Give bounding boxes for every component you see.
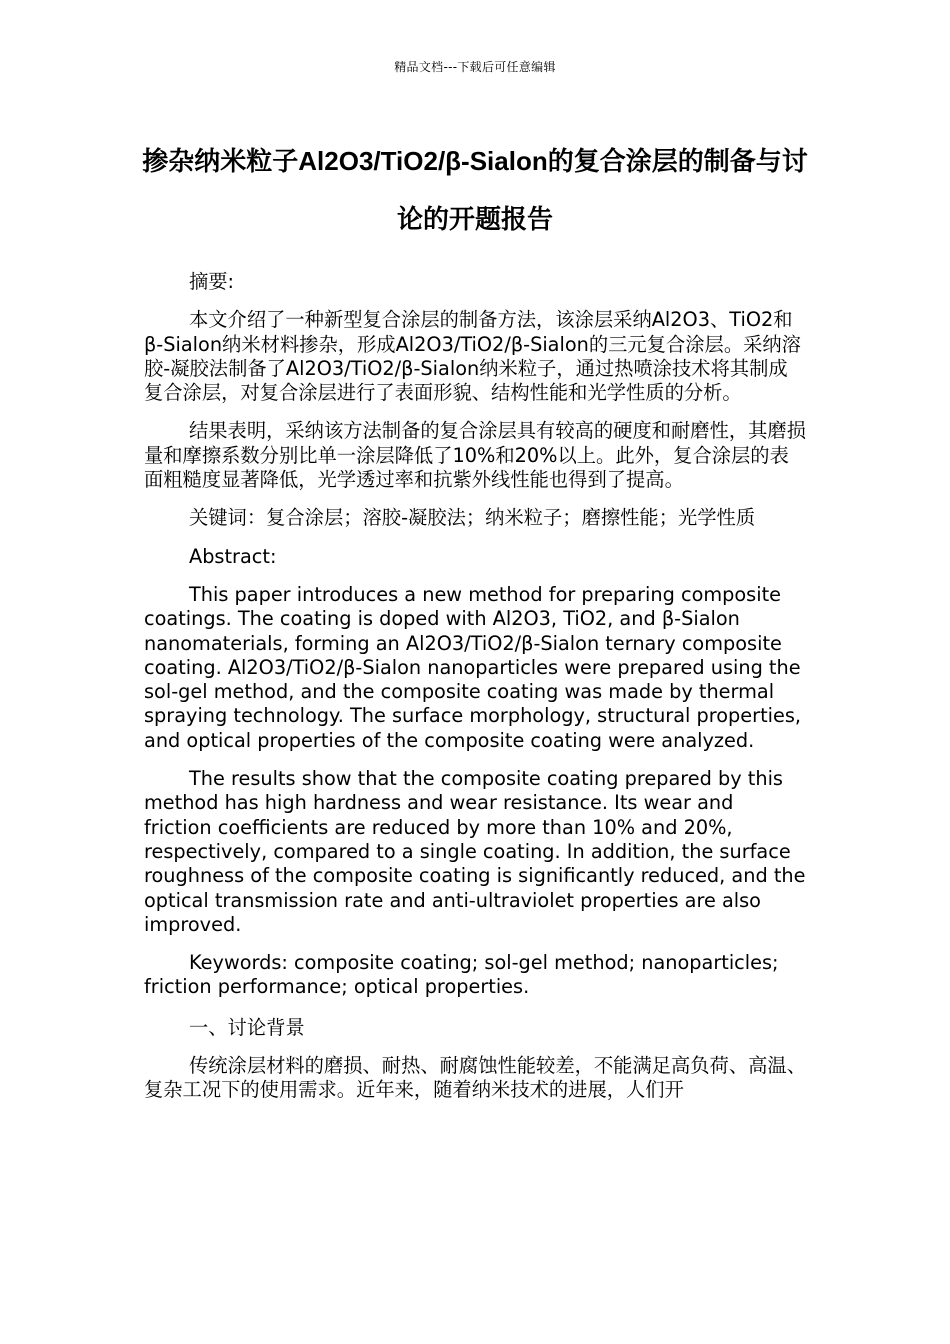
keywords-en: Keywords: composite coating; sol-gel method; nanoparticles; friction performance; optical properties. [144, 951, 779, 999]
document-title: 掺杂纳米粒子Al2O3/TiO2/β-Sialon的复合涂层的制备与讨论的开题报告 [142, 146, 808, 234]
header-note: 精品文档---下载后可任意编辑 [394, 60, 556, 74]
section-heading-background: 一、讨论背景 [189, 1015, 305, 1039]
abstract-zh-paragraph-2: 结果表明，采纳该方法制备的复合涂层具有较高的硬度和耐磨性，其磨损量和摩擦系数分别比单一涂层降低了10%和20%以上。此外，复合涂层的表面粗糙度显著降低，光学透过率和抗紫外线性能也得到了提高。 [144, 419, 806, 492]
abstract-label-en: Abstract: [189, 544, 277, 568]
document-body [144, 270, 806, 1116]
section-background-paragraph: 传统涂层材料的磨损、耐热、耐腐蚀性能较差，不能满足高负荷、高温、复杂工况下的使用需求。近年来，随着纳米技术的进展，人们开 [144, 1053, 806, 1102]
abstract-en-paragraph-1: This paper introduces a new method for preparing composite coatings. The coating is doped with Al2O3, TiO2, and β-Sialon nanomaterials, forming an Al2O3/TiO2/β-Sialon ternary composite coating. Al2O3/TiO2/β-Sialon nanoparticles were prepared using the sol-gel method, and the composite coating was made by thermal spraying technology. The surface morphology, structural properties, and optical properties of the composite coating were analyzed. [144, 582, 802, 752]
abstract-zh-paragraph-1: 本文介绍了一种新型复合涂层的制备方法，该涂层采纳Al2O3、TiO2和β-Sialon纳米材料掺杂，形成Al2O3/TiO2/β-Sialon的三元复合涂层。采纳溶胶-凝胶法制备了Al2O3/TiO2/β-Sialon纳米粒子，通过热喷涂技术将其制成复合涂层，对复合涂层进行了表面形貌、结构性能和光学性质的分析。 [144, 308, 801, 405]
abstract-label-zh: 摘要: [189, 270, 235, 293]
keywords-zh: 关键词：复合涂层；溶胶-凝胶法；纳米粒子；磨擦性能；光学性质 [189, 506, 756, 530]
abstract-en-paragraph-2: The results show that the composite coating prepared by this method has high hardness and wear resistance. Its wear and friction coefficients are reduced by more than 10% and 20%, respectively, compared to a single coating. In addition, the surface roughness of the composite coating is significantly reduced, and the optical transmission rate and anti-ultraviolet properties are also improved. [144, 767, 806, 936]
